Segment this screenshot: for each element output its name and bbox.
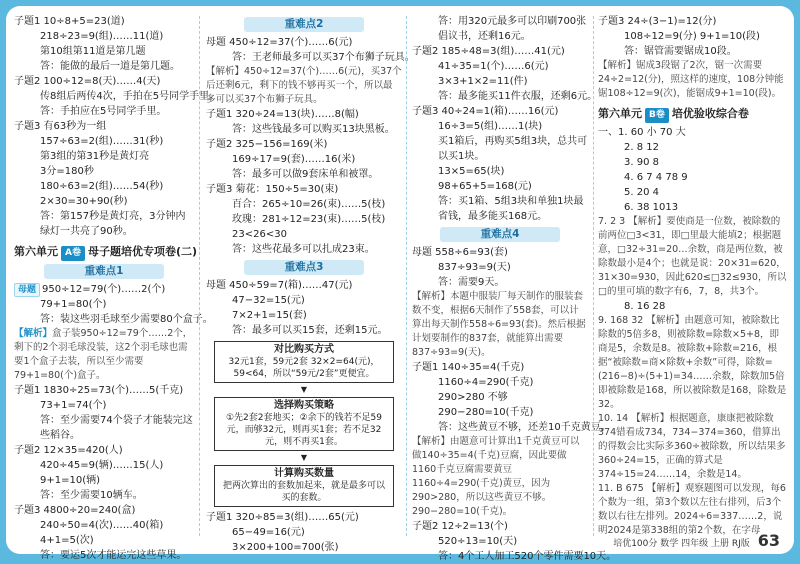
column-divider [593,16,594,536]
text-line: 子题3 24÷(3−1)=12(分) [598,16,717,27]
analysis-text: 盒子装950÷12=79个……2个，剩下的2个羽毛球没装，这2个羽毛球也需要1个盒子去装，所以至少需要79+1=80(个)盒子。 [14,328,193,381]
text-line: 1160÷4=290(千克) [438,377,534,388]
unit-subtitle: 培优验收综合卷 [671,107,749,120]
text-line: 答：这些黄豆不够，还差10千克黄豆。 [438,422,611,433]
analysis-text: 【解析】本题中服装厂每天制作的服装套数不变，根据6天制作了558套，可以计算出每天制作558÷6=93(套)。然后根据计划要制作的837套，就能算出需要837÷93=9(天)。 [412,291,586,358]
text-line: 16÷3=5(组)……1(块) [438,121,543,132]
box-title: 对比购买方式 [274,344,334,355]
text-line: 答：用320元最多可以印刷700张倡议书，还剩16元。 [438,16,587,42]
answer-line: 3. 90 8 [624,157,659,168]
text-line: 第10组第11道是第几题 [40,46,146,57]
text-line: 传8组后两传4次，手拍在5号同学手里。 [40,91,220,102]
text-line: 答：至少需要74个袋子才能装完这些稻谷。 [40,415,193,441]
text-line: 240÷50=4(次)……40(箱) [40,520,164,531]
text-line: 答：4个工人加工520个零件需要10天。 [438,551,617,562]
text-line: 母题 558÷6=93(套) [412,247,508,258]
text-line: 290−280=10(千克) [438,407,534,418]
text-line: 答：第157秒是黄灯亮，3分钟内绿灯一共亮了90秒。 [40,211,186,237]
text-line: 第3组的第31秒是黄灯亮 [40,151,150,162]
text-line: 子题3 4800÷20=240(盒) [14,505,136,516]
text-line: 答：王老师最多可以买37个布狮子玩具。 [232,52,415,63]
column-2 [206,14,415,555]
footer-text: 培优100分 数学 四年级 上册 RJ版 [613,539,750,549]
text-line: 子题2 100÷12=8(天)……4(天) [14,76,161,87]
down-arrow-icon: ▼ [300,385,308,394]
text-line: 答：这些钱最多可以购买13块黑板。 [232,124,395,135]
text-line: 420÷45=9(辆)……15(人) [40,460,164,471]
text-line: 65−49=16(元) [232,527,305,538]
answer-analysis: 9. 168 32 【解析】由题意可知，被除数比除数的5倍多8，则被除数=除数×5+8，即商是5，余数是8。被除数+除数=216，根据“被除数=商×除数+余数”可得，除数=(216−8)÷(5+1)=34……余数，除数加5倍即被除数是168，所以被除数是168，除数是32。 [598,315,787,410]
text-line: 41÷35=1(个)……6(元) [438,61,549,72]
analysis-text: 【解析】由题意可计算出1千克黄豆可以做140÷35=4(千克)豆腐，因此要做1160千克豆腐需要黄豆1160÷4=290(千克)黄豆，因为290>280，所以这些黄豆不够。290−280=10(千克)。 [412,436,580,517]
text-line: 子题1 320÷24=13(块)……8(幅) [206,109,359,120]
text-line: 答：最多可以做9套床单和被罩。 [232,169,379,180]
unit-title: 第六单元 [598,107,642,120]
text-line [14,282,194,297]
box-text: ①先2套2套地买；②余下的钱若不足59元，而够32元，则再买1套；若不足32元，则不再买1套。 [225,413,383,447]
text-line: 答：至少需要10辆车。 [40,490,143,501]
text-line: 子题1 140÷35=4(千克) [412,362,525,373]
text-line: 子题1 10÷8+5=23(道) [14,16,125,27]
box-text: 32元1套，59元2套 32×2=64(元)，59<64，所以“59元/2套”更便宜。 [228,357,380,379]
text-line: 子题1 320÷85=3(组)……65(元) [206,512,359,523]
text-line: 9+1=10(辆) [40,475,101,486]
unit-tag: B卷 [645,108,669,123]
mother-question-tag: 母题 [14,283,40,297]
column-divider [406,16,407,536]
text-line: 子题3 菊花：150÷5=30(束) [206,184,339,195]
text-line: 157÷63=2(组)……31(秒) [40,136,164,147]
text-line: 答：锯管需要锯成10段。 [624,46,737,57]
text-line: 答：最多可以买15套，还剩15元。 [232,325,388,336]
answer-line: 6. 38 1013 [624,202,679,213]
answer-page [6,6,794,562]
text-line: 答：能做的最后一道是第几题。 [40,61,180,72]
page-number: 63 [757,531,780,550]
text-line: 百合：265÷10=26(束)……5(枝) [232,199,386,210]
text-line: 73+1=74(个) [40,400,107,411]
text-line: 答：需要9天。 [438,277,505,288]
column-1 [14,14,220,563]
text-line: 买1箱后，再购买5组3块，总共可以买1块。 [438,136,588,162]
text-line: 答：手拍应在5号同学手里。 [40,106,167,117]
column-divider [199,16,200,536]
analysis-text: 【解析】450÷12=37(个)……6(元)，买37个后还剩6元，剩下的钱不够再买一个，所以最多可以买37个布狮子玩具。 [206,66,402,105]
page-footer [613,531,780,550]
text-line: 837÷93=9(天) [438,262,511,273]
key-point-banner: 重难点2 [244,17,364,32]
unit-subtitle: 母子题培优专项卷(二) [87,245,198,258]
box-title: 选择购买策略 [274,400,334,411]
text-line: 79+1=80(个) [40,299,107,310]
text-line: 169÷17=9(套)……16(米) [232,154,356,165]
text-line: 23<26<30 [232,229,287,240]
text-line: 3×200+100=700(张) [232,542,339,553]
column-4 [598,14,788,538]
answer-analysis: 11. B 675 【解析】观察题图可以发现，每6个数为一组，第3个数以左往右排列，后3个数以右往左排列。2024÷6=337……2，说明2024是第338组的第2个数，在字母 [598,483,786,536]
unit-title: 第六单元 [14,245,58,258]
text-line: 子题3 40÷24=1(箱)……16(元) [412,106,559,117]
unit-heading [598,106,788,123]
text-line: 7×2+1=15(套) [232,310,307,321]
box-text: 把两次算出的套数加起来，就是最多可以买的套数。 [222,481,385,503]
unit-tag: A卷 [61,246,85,261]
text-line: 3分=180秒 [40,166,94,177]
key-point-banner: 重难点1 [44,264,164,279]
unit-heading [14,244,198,261]
analysis-block [14,327,194,383]
text-line: 玫瑰：281÷12=23(束)……5(枝) [232,214,386,225]
answer-line: 4. 6 7 4 78 9 [624,172,688,183]
text-line: 950÷12=79(个)……2(个) [42,284,166,295]
text-line: 子题2 185÷48=3(组)……41(元) [412,46,565,57]
text-line: 218÷23=9(组)……11(道) [40,31,164,42]
text-line: 答：装这些羽毛球至少需要80个盒子。 [40,314,213,325]
text-line: 答：要运5次才能运完这些草果。 [40,550,187,561]
text-line: 子题2 12÷2=13(个) [412,521,508,532]
key-point-banner: 重难点3 [244,260,364,275]
box-title: 计算购买数量 [274,468,334,479]
key-point-banner: 重难点4 [440,227,560,242]
text-line: 47−32=15(元) [232,295,305,306]
answer-analysis: 7. 2 3 【解析】要使商是一位数，被除数的前两位□3<31，即□里最大能填2；根据题意，□32÷31=20…余数，商是两位数，被除数最小是4个；也就是说：20×31=620，31×30=930，因此620≤□32≤930，所以□的里可填的数字有6，7，8，共3个。 [598,216,787,297]
strategy-box [214,397,394,451]
text-line: 答：买1箱、5组3块和单独1块最省钱，最多能买168元。 [438,196,584,222]
text-line: 子题3 有63秒为一组 [14,121,107,132]
answer-analysis: 10. 14 【解析】根据题意，康康把被除数374错看成734，734−374=360，借算出的得数会比实际多360÷被除数，所以结果多360÷24=15，正确的算式是374÷15=24……14，余数是14。 [598,413,786,480]
text-line: 子题2 12×35=420(人) [14,445,123,456]
down-arrow-icon: ▼ [300,453,308,462]
answer-line: 8. 16 28 [624,301,666,312]
text-line: 108÷12=9(分) 9+1=10(段) [624,31,760,42]
analysis-text: 【解析】锯成3段锯了2次，锯一次需要24÷2=12(分)，照这样的速度，108分钟能锯108÷12=9(次)，能锯成9+1=10(段)。 [598,60,784,99]
answer-line: 2. 8 12 [624,142,659,153]
answer-line: 5. 20 4 [624,187,659,198]
text-line: 520÷13=10(天) [438,536,518,547]
text-line: 答：这些花最多可以扎成23束。 [232,244,375,255]
text-line: 母题 450÷12=37(个)……6(元) [206,37,353,48]
strategy-box [214,341,394,383]
column-3 [412,14,617,564]
text-line: 答：最多能买11件衣服，还剩6元。 [438,91,598,102]
text-line: 13×5=65(块) [438,166,505,177]
text-line: 子题2 325−156=169(米) [206,139,328,150]
analysis-label: 【解析】 [14,328,53,339]
text-line: 3×3+1×2=11(件) [438,76,528,87]
text-line: 290>280 不够 [438,392,508,403]
text-line: 180÷63=2(组)……54(秒) [40,181,164,192]
answer-line: 一、1. 60 小 70 大 [598,127,686,138]
text-line: 98+65+5=168(元) [438,181,532,192]
text-line: 子题1 1830÷25=73(个)……5(千克) [14,385,184,396]
text-line: 母题 450÷59=7(箱)……47(元) [206,280,353,291]
strategy-box [214,465,394,507]
text-line: 2×30=30+90(秒) [40,196,128,207]
text-line: 4+1=5(次) [40,535,94,546]
